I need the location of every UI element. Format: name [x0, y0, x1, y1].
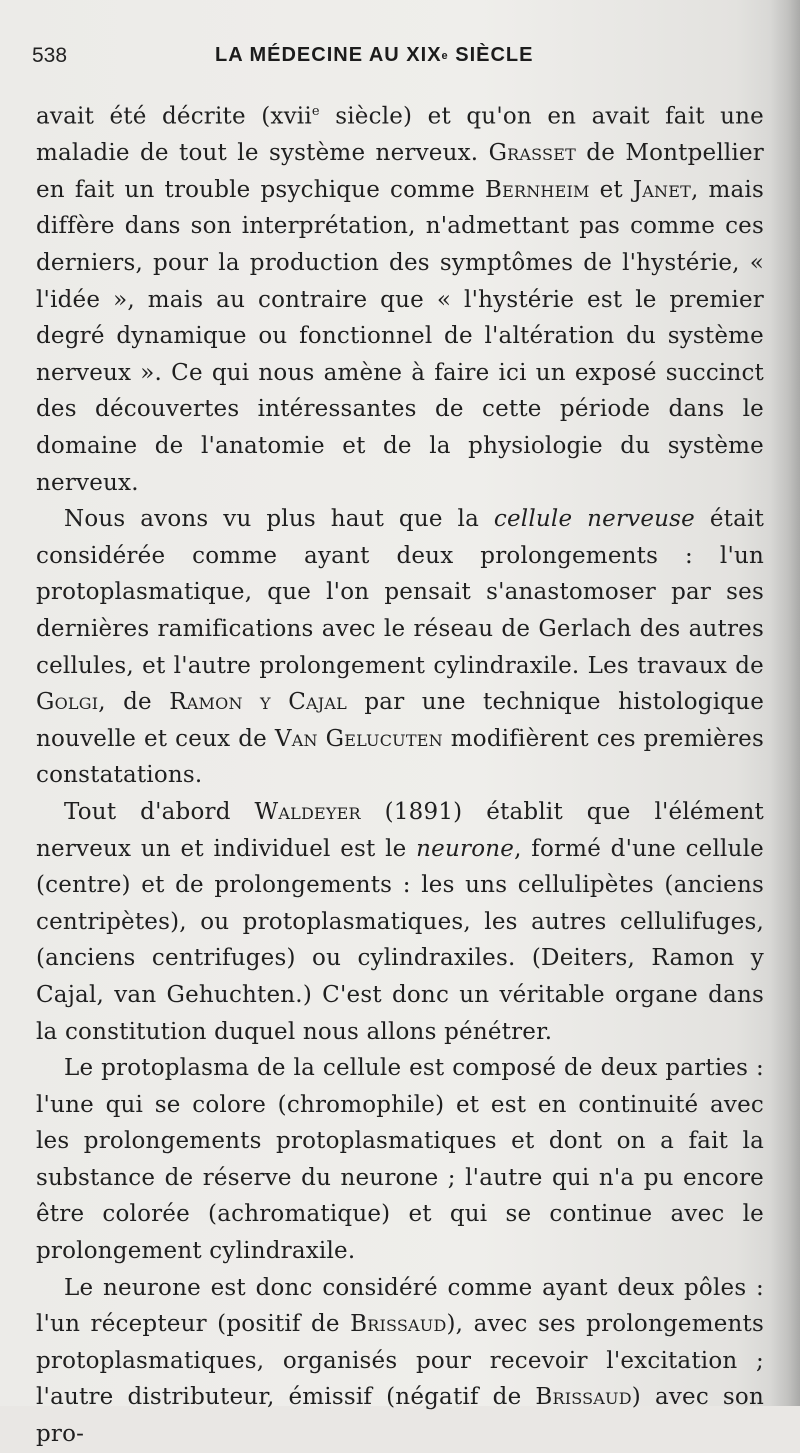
text-run: et: [589, 176, 633, 203]
author-name: Janet: [632, 176, 691, 203]
superscript: e: [311, 104, 320, 119]
paragraph: [36, 501, 764, 794]
author-name: Brissaud: [535, 1384, 632, 1411]
text-run: , mais diffère dans son interprétation, n'admettant pas comme ces derniers, pour la production des symptômes de l'hystérie, « l'idée », mais au contraire que « l'hystérie est le premier degré dynamique ou fonctionnel de l'altération du système nerveux ». Ce qui nous amène à faire ici un exposé succinct des découvertes intéressantes de cette période dans le domaine de l'anatomie et de la physiologie du système nerveux.: [36, 176, 764, 496]
running-title-end: SIÈCLE: [448, 44, 534, 66]
page-edge-shadow: [770, 0, 800, 1406]
italic-term: neurone: [416, 835, 515, 862]
page-number: 538: [32, 44, 68, 67]
text-run: (1891) établit que l'élément nerveux un et individuel est le: [36, 798, 764, 862]
running-title-superscript: e: [441, 50, 449, 62]
text-run: Tout d'abord: [64, 798, 255, 825]
text-run: , de: [98, 689, 170, 716]
text-run: ) avec son pro-: [36, 1384, 764, 1448]
running-title: [215, 44, 533, 67]
text-run: Nous avons vu plus haut que la: [64, 506, 494, 533]
italic-term: cellule nerveuse: [493, 506, 695, 533]
text-run: Le protoplasma de la cellule est composé de deux parties : l'une qui se colore (chromophile) et est en continuité avec les prolongements protoplasmatiques et dont on a fait la substance de réserve du neurone ; l'autre qui n'a pu encore être colorée (achromatique) et qui se continue avec le prolongement cylindraxile.: [36, 1055, 764, 1265]
author-name: Golgi: [36, 689, 99, 716]
author-name: Bernheim: [484, 176, 590, 203]
text-run: par une technique histologique nouvelle et ceux de: [36, 689, 764, 752]
text-run: siècle) et qu'on en avait fait une maladie de tout le système nerveux.: [36, 103, 764, 167]
text-run: avait été décrite (xvii: [36, 103, 312, 130]
author-name: Brissaud: [350, 1311, 447, 1338]
text-run: , formé d'une cellule (centre) et de prolongements : les uns cellulipètes (anciens centripètes), ou protoplasmatiques, les autres cellulifuges, (anciens centrifuges) ou cylindraxiles. (Deiters, Ramon y Cajal, van Gehuchten.) C'est donc un véritable organe dans la constitution duquel nous allons pénétrer.: [36, 835, 764, 1045]
author-name: Grasset: [488, 140, 576, 167]
author-name: Van Gelucuten: [274, 725, 443, 752]
paragraph: [36, 1270, 764, 1453]
text-run: de Montpellier en fait un trouble psychique comme: [36, 140, 764, 203]
text-run: était considérée comme ayant deux prolongements : l'un protoplasmatique, que l'on pensait s'anastomoser par ses dernières ramifications avec le réseau de Gerlach des autres cellules, et l'autre prolongement cylindraxile. Les travaux de: [36, 506, 765, 679]
body-text: [36, 94, 764, 1453]
text-run: modifièrent ces premières constatations.: [36, 725, 764, 789]
author-name: Ramon y Cajal: [169, 689, 347, 716]
paragraph: [36, 794, 764, 1050]
text-run: ), avec ses prolongements protoplasmatiques, organisés pour recevoir l'excitation ; l'autre distributeur, émissif (négatif de: [36, 1311, 764, 1411]
paragraph: [36, 94, 764, 501]
running-title-main: LA MÉDECINE AU XIX: [215, 44, 442, 66]
text-run: Le neurone est donc considéré comme ayant deux pôles : l'un récepteur (positif de: [36, 1274, 764, 1338]
author-name: Waldeyer: [254, 798, 361, 825]
paragraph: [36, 1050, 764, 1270]
running-header: [0, 40, 800, 80]
